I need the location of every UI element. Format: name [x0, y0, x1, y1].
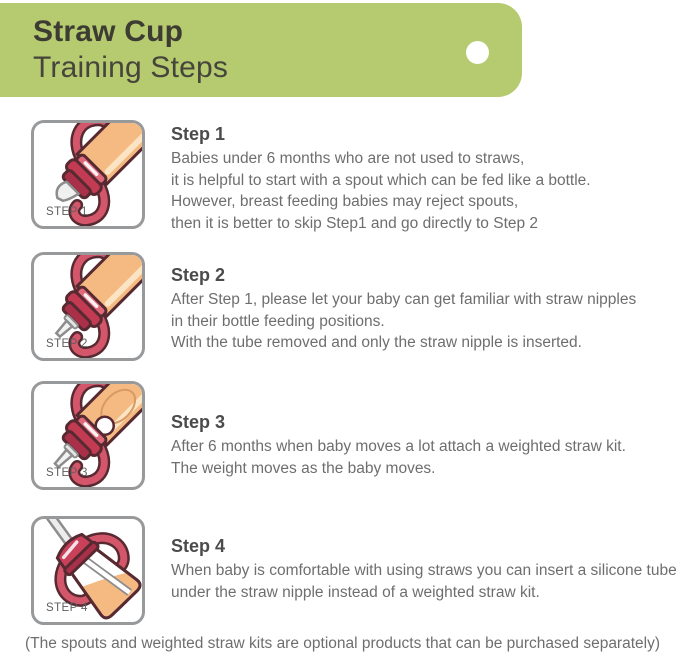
step-heading: Step 2 — [171, 265, 226, 285]
step-line: Babies under 6 months who are not used to straws, — [171, 150, 525, 167]
step-1-text — [171, 123, 591, 234]
step-line: The weight moves as the baby moves. — [171, 459, 436, 477]
step-3-text — [171, 411, 626, 479]
step-box-label: STEP 3 — [46, 467, 88, 479]
step-line: After Step 1, please let your baby can get familiar with straw nipples — [171, 291, 637, 308]
step-line: then it is better to skip Step1 and go directly to Step 2 — [171, 214, 539, 232]
step-box-label: STEP 4 — [46, 602, 88, 614]
step-line: However, breast feeding babies may reject spouts, — [171, 193, 519, 211]
step-heading: Step 3 — [171, 412, 226, 432]
step-box-label: STEP 1 — [46, 206, 88, 218]
header-banner — [0, 3, 522, 97]
page-subtitle: Training Steps — [33, 51, 229, 84]
step-line: With the tube removed and only the straw nipple is inserted. — [171, 334, 582, 352]
page-title: Straw Cup — [33, 15, 184, 48]
step-heading: Step 1 — [171, 124, 226, 144]
step-line: in their bottle feeding positions. — [171, 312, 385, 330]
step-1-image-box — [31, 120, 145, 229]
footer-note: (The spouts and weighted straw kits are optional products that can be purchased separately) — [25, 635, 661, 652]
step-line: under the straw nipple instead of a weighted straw kit. — [171, 583, 540, 601]
step-2-text — [171, 264, 636, 354]
step-line: When baby is comfortable with using straws you can insert a silicone tube — [171, 562, 677, 579]
step-4-image-box — [31, 516, 145, 625]
step-4-text — [171, 535, 677, 603]
hole-punch-icon — [466, 41, 489, 64]
step-line: After 6 months when baby moves a lot attach a weighted straw kit. — [171, 438, 626, 455]
header-title-block — [33, 14, 228, 86]
step-3-image-box — [31, 381, 145, 490]
step-line: it is helpful to start with a spout which can be fed like a bottle. — [171, 171, 591, 189]
step-box-label: STEP 2 — [46, 338, 88, 350]
step-2-image-box — [31, 252, 145, 361]
step-heading: Step 4 — [171, 536, 226, 556]
